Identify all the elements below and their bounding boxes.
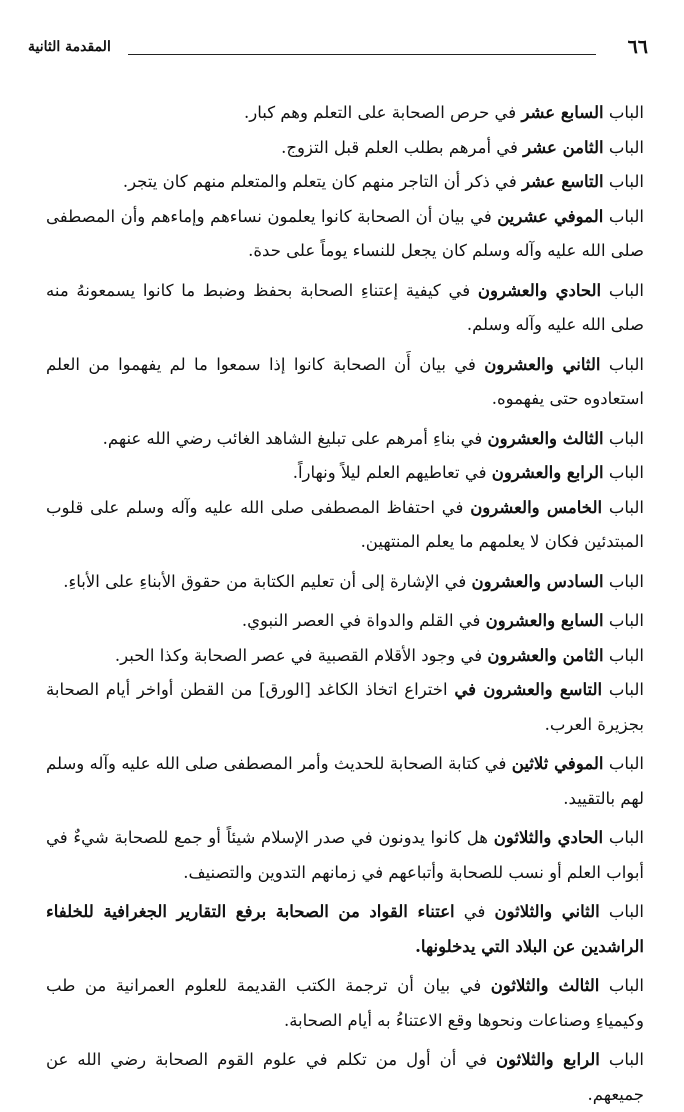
chapter-entry: الباب الخامس والعشرون في احتفاظ المصطفى صلى الله عليه وآله وسلم على قلوب المبتدئين فكان لا يعلمهم ما يعلم المنتهين. (46, 497, 644, 551)
chapter-number: التاسع عشر (521, 172, 604, 191)
chapter-entry: الباب الثاني والعشرون في بيان أَن الصحابة كانوا إذا سمعوا ما لم يفهموا من العلم استعادوه حتى يفهموه. (46, 354, 645, 408)
chapter-number: الحادي والعشرون (477, 280, 602, 300)
chapter-number: الرابع والثلاثون (496, 1050, 600, 1069)
header-rule (128, 54, 596, 55)
chapter-number: السابع عشر (521, 103, 604, 122)
chapter-entry: الباب الحادي والعشرون في كيفية إعتناءِ الصحابة بحفظ وضبط ما كانوا يسمعونهُ منه صلى الله عليه وآله وسلم. (46, 280, 645, 334)
chapter-number: التاسع والعشرون في (454, 680, 603, 699)
chapter-number: الثاني والعشرون (484, 354, 601, 374)
chapter-entry: الباب الرابع والعشرون في تعاطيهم العلم ليلاً ونهاراً. (292, 463, 644, 482)
chapter-number: السادس والعشرون (471, 571, 604, 591)
chapter-entry: الباب الموفي عشرين في بيان أن الصحابة كانوا يعلمون نساءهم وإماءهم وأن المصطفى صلى الله عليه وآله وسلم كان يجعل للنساء يوماً على حدة. (46, 206, 644, 260)
running-header (28, 34, 648, 64)
chapter-number: الحادي والثلاثون (493, 828, 604, 847)
chapter-number: الثالث والعشرون (487, 428, 604, 448)
chapter-number: الموفي عشرين (497, 206, 604, 226)
chapter-list (46, 96, 644, 1112)
chapter-entry: الباب السادس والعشرون في الإشارة إلى أن تعليم الكتابة من حقوق الأبناءِ على الأباءِ. (63, 571, 644, 591)
chapter-entry: الباب التاسع عشر في ذكر أن التاجر منهم كان يتعلم والمتعلم منهم كان يتجر. (122, 172, 644, 191)
chapter-bold-text: اعتناء القواد من الصحابة برفع التقارير الجغرافية للخلفاء الراشدين عن البلاد التي يدخلونها. (46, 902, 644, 956)
chapter-entry: الباب الثالث والثلاثون في بيان أن ترجمة الكتب القديمة للعلوم العمرانية من طب وكيمياءِ وصناعات ونحوها وقع الاعتناءُ به أيام الصحابة. (46, 976, 644, 1030)
chapter-entry: الباب الثامن عشر في أمرهم بطلب العلم قبل التزوج. (281, 137, 644, 157)
chapter-number: الثاني والثلاثون (494, 902, 600, 921)
page-number: ٦٦ (627, 36, 648, 58)
chapter-entry: الباب الرابع والثلاثون في أن أول من تكلم في علوم القوم الصحابة رضي الله عن جميعهم. (46, 1050, 644, 1104)
chapter-entry: الباب الموفي ثلاثين في كتابة الصحابة للحديث وأمر المصطفى صلى الله عليه وآله وسلم لهم بالتقييد. (46, 754, 644, 808)
chapter-number: السابع والعشرون (485, 611, 604, 630)
chapter-number: الثامن عشر (523, 137, 604, 157)
chapter-number: الثامن والعشرون (487, 645, 604, 665)
chapter-entry: الباب الثامن والعشرون في وجود الأقلام القصبية في عصر الصحابة وكذا الحبر. (114, 645, 644, 665)
chapter-entry: الباب التاسع والعشرون في اختراع اتخاذ الكاغد [الورق] من القطن أواخر أيام الصحابة بجزيرة العرب. (46, 680, 644, 734)
chapter-entry: الباب الثاني والثلاثون في اعتناء القواد من الصحابة برفع التقارير الجغرافية للخلفاء الراشدين عن البلاد التي يدخلونها. (46, 902, 644, 956)
chapter-number: الثالث والثلاثون (490, 976, 600, 995)
chapter-entry: الباب الثالث والعشرون في بناءِ أمرهم على تبليغ الشاهد الغائب رضي الله عنهم. (102, 428, 644, 448)
chapter-entry: الباب السابع والعشرون في القلم والدواة في العصر النبوي. (241, 611, 644, 630)
chapter-number: الموفي ثلاثين (511, 754, 604, 773)
chapter-number: الخامس والعشرون (470, 497, 603, 517)
chapter-number: الرابع والعشرون (491, 463, 604, 482)
chapter-title: المقدمة الثانية (28, 39, 111, 55)
chapter-entry: الباب الحادي والثلاثون هل كانوا يدونون في صدر الإسلام شيئاً أو جمع للصحابة شيءٌ في أبواب العلم أو نسب للصحابة وأتباعهم في زمانهم التدوين والتصنيف. (46, 828, 645, 882)
chapter-entry: الباب السابع عشر في حرص الصحابة على التعلم وهم كبار. (244, 103, 644, 122)
